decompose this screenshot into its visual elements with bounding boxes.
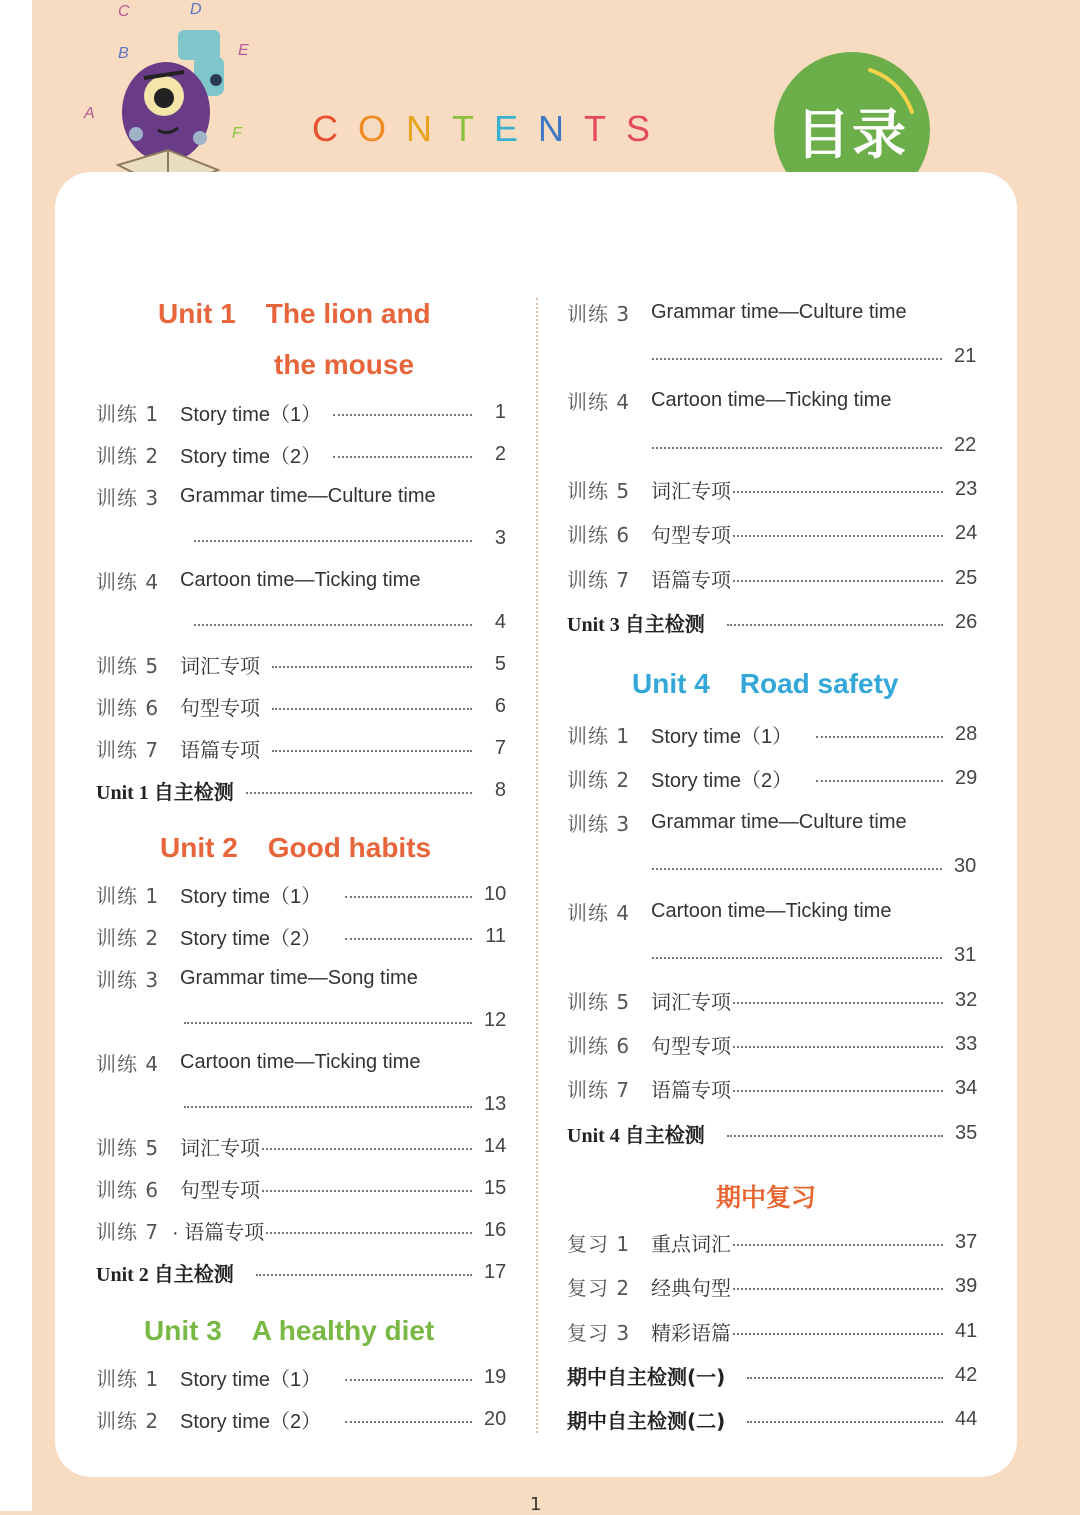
- toc-row[interactable]: [567, 895, 977, 927]
- toc-item-title: 词汇专项: [180, 655, 260, 678]
- toc-item-title: 重点词汇: [651, 1233, 731, 1256]
- toc-row[interactable]: [567, 762, 977, 794]
- toc-item-title: Grammar time—Culture time: [651, 810, 907, 833]
- toc-row-leader: [184, 1088, 506, 1120]
- contents-letter: N: [538, 108, 585, 149]
- toc-item-number: 训练 6: [567, 1033, 631, 1058]
- dot-leader: [733, 580, 943, 582]
- toc-row[interactable]: [96, 1361, 506, 1393]
- toc-page-number: 37: [955, 1230, 978, 1253]
- dot-leader: [652, 447, 942, 449]
- toc-item-title: Cartoon time—Ticking time: [651, 899, 892, 922]
- dot-leader: [816, 780, 943, 782]
- toc-item-number: 训练 5: [96, 1135, 160, 1160]
- toc-item-title: Story time（1）: [180, 1368, 322, 1391]
- dot-leader: [733, 1002, 943, 1004]
- dot-leader: [333, 456, 472, 458]
- toc-page-number: 25: [955, 566, 978, 589]
- toc-row[interactable]: [567, 384, 977, 416]
- toc-item-number: 复习 2: [567, 1275, 631, 1300]
- toc-row-unit-test[interactable]: [96, 774, 506, 806]
- toc-item-title: 精彩语篇: [651, 1322, 731, 1345]
- toc-item-title: Grammar time—Song time: [180, 966, 418, 989]
- toc-item-number: 训练 5: [567, 989, 631, 1014]
- contents-letter: T: [452, 108, 495, 149]
- svg-text:A: A: [84, 105, 95, 122]
- toc-row-midterm-test[interactable]: [567, 1359, 977, 1391]
- toc-row-unit-test[interactable]: [567, 1117, 977, 1149]
- contents-letter: E: [494, 108, 539, 149]
- toc-item-number: 训练 3: [96, 485, 160, 510]
- unit3-label: Unit 3: [144, 1315, 222, 1346]
- toc-item-number: 训练 7: [567, 567, 631, 592]
- toc-page-number: 20: [484, 1407, 507, 1430]
- dot-leader: [816, 736, 943, 738]
- toc-item-number: 训练 5: [96, 653, 160, 678]
- dot-leader: [345, 1379, 472, 1381]
- toc-item-number: 训练 3: [96, 967, 160, 992]
- toc-item-title: Story time（1）: [651, 725, 793, 748]
- toc-item-title: · 语篇专项: [172, 1221, 265, 1244]
- toc-row-leader: [652, 340, 976, 372]
- svg-text:F: F: [232, 125, 242, 142]
- toc-item-title: Story time（1）: [180, 403, 322, 426]
- toc-page-number: 44: [955, 1407, 978, 1430]
- toc-page-number: 14: [484, 1134, 507, 1157]
- dot-leader: [733, 1090, 943, 1092]
- unit1-heading-line2: [274, 349, 414, 381]
- dot-leader: [727, 624, 943, 626]
- toc-page-number: 32: [955, 988, 978, 1011]
- toc-item-title: 句型专项: [180, 1179, 260, 1202]
- toc-row[interactable]: [96, 962, 506, 994]
- toc-item-title: 语篇专项: [651, 1079, 731, 1102]
- svg-text:E: E: [238, 42, 249, 59]
- toc-item-number: 训练 1: [96, 401, 160, 426]
- toc-item-number: 训练 5: [567, 478, 631, 503]
- toc-row[interactable]: [96, 920, 506, 952]
- toc-page-number: 34: [955, 1076, 978, 1099]
- unit2-title: Good habits: [267, 832, 432, 863]
- toc-page-number: 28: [955, 722, 978, 745]
- toc-item-title: Cartoon time—Ticking time: [651, 388, 892, 411]
- unit2-label: Unit 2: [160, 832, 238, 863]
- toc-row[interactable]: [96, 1214, 506, 1246]
- toc-row[interactable]: [96, 690, 506, 722]
- dot-leader: [194, 540, 472, 542]
- toc-item-number: 训练 1: [96, 1366, 160, 1391]
- unit1-title-line1: The lion and: [265, 298, 431, 329]
- dot-leader: [262, 1148, 472, 1150]
- toc-item-number: 训练 2: [96, 443, 160, 468]
- toc-row[interactable]: [96, 878, 506, 910]
- toc-page-number: 8: [494, 778, 506, 801]
- column-divider: [536, 298, 538, 1433]
- toc-row[interactable]: [96, 732, 506, 764]
- page-number: 1: [530, 1494, 542, 1515]
- toc-item-title: Grammar time—Culture time: [651, 300, 907, 323]
- dot-leader: [733, 491, 943, 493]
- toc-row[interactable]: [567, 1315, 977, 1347]
- toc-page-number: 12: [484, 1008, 507, 1031]
- dot-leader: [272, 750, 472, 752]
- toc-item-title: 句型专项: [651, 1035, 731, 1058]
- toc-item-number: 复习 3: [567, 1320, 631, 1345]
- toc-item-number: 训练 4: [96, 1051, 160, 1076]
- toc-row[interactable]: [96, 1172, 506, 1204]
- toc-page-number: 39: [955, 1274, 978, 1297]
- dot-leader: [652, 358, 942, 360]
- contents-letter: S: [626, 108, 671, 149]
- toc-item-number: 训练 4: [567, 389, 631, 414]
- toc-row[interactable]: [96, 396, 506, 428]
- toc-item-title: 句型专项: [651, 524, 731, 547]
- dot-leader: [266, 1232, 472, 1234]
- toc-item-title: Unit 1 自主检测: [96, 781, 234, 804]
- toc-page-number: 16: [484, 1218, 507, 1241]
- toc-item-title: Story time（2）: [651, 769, 793, 792]
- toc-page-number: 30: [954, 854, 977, 877]
- unit4-title: Road safety: [739, 668, 899, 699]
- badge-label: 目录: [796, 102, 908, 166]
- toc-item-number: 训练 7: [567, 1077, 631, 1102]
- dot-leader: [262, 1190, 472, 1192]
- toc-item-number: 训练 7: [96, 1219, 160, 1244]
- toc-row[interactable]: [567, 984, 977, 1016]
- unit4-heading: [632, 668, 899, 700]
- toc-item-title: 词汇专项: [651, 480, 731, 503]
- toc-row-unit-test[interactable]: [567, 606, 977, 638]
- toc-item-title: Grammar time—Culture time: [180, 484, 436, 507]
- toc-page-number: 10: [484, 882, 507, 905]
- svg-text:C: C: [118, 3, 130, 20]
- toc-row-leader: [194, 606, 506, 638]
- dot-leader: [345, 938, 472, 940]
- toc-item-title: 词汇专项: [651, 991, 731, 1014]
- toc-page-number: 26: [955, 610, 978, 633]
- toc-row[interactable]: [567, 562, 977, 594]
- contents-title: [312, 108, 670, 150]
- toc-item-number: 训练 6: [96, 695, 160, 720]
- toc-page-number: 19: [484, 1365, 507, 1388]
- toc-item-title: Unit 3 自主检测: [567, 613, 705, 636]
- dot-leader: [272, 666, 472, 668]
- left-margin-strip: [0, 0, 32, 1511]
- toc-page-number: 1: [494, 400, 506, 423]
- unit1-label: Unit 1: [158, 298, 236, 329]
- toc-page-number: 24: [955, 521, 978, 544]
- dot-leader: [345, 1421, 472, 1423]
- toc-page-number: 22: [954, 433, 977, 456]
- toc-item-title: Cartoon time—Ticking time: [180, 568, 421, 591]
- toc-item-number: 训练 1: [567, 723, 631, 748]
- dot-leader: [652, 957, 942, 959]
- toc-page-number: 17: [484, 1260, 507, 1283]
- toc-row[interactable]: [96, 1046, 506, 1078]
- toc-row-midterm-test[interactable]: [567, 1403, 977, 1435]
- toc-item-number: 训练 2: [96, 1408, 160, 1433]
- toc-row[interactable]: [567, 806, 977, 838]
- unit1-title-line2: the mouse: [274, 349, 415, 380]
- toc-item-number: 训练 3: [567, 811, 631, 836]
- unit3-heading: [144, 1315, 434, 1347]
- toc-row[interactable]: [567, 296, 977, 328]
- contents-letter: C: [312, 108, 358, 149]
- toc-item-title: Story time（2）: [180, 927, 322, 950]
- toc-row-leader: [652, 429, 976, 461]
- toc-item-title: 期中自主检测(二): [567, 1408, 726, 1433]
- toc-row-unit-test[interactable]: [96, 1256, 506, 1288]
- toc-item-title: 期中自主检测(一): [567, 1364, 726, 1389]
- toc-item-title: 语篇专项: [180, 739, 260, 762]
- svg-text:D: D: [190, 1, 202, 18]
- toc-row[interactable]: [567, 473, 977, 505]
- toc-item-number: 训练 3: [567, 301, 631, 326]
- toc-item-title: 经典句型: [651, 1277, 731, 1300]
- dot-leader: [747, 1377, 943, 1379]
- contents-letter: O: [358, 108, 407, 149]
- toc-row[interactable]: [96, 564, 506, 596]
- dot-leader: [733, 1046, 943, 1048]
- toc-row[interactable]: [567, 718, 977, 750]
- toc-row[interactable]: [96, 480, 506, 512]
- toc-item-title: 语篇专项: [651, 569, 731, 592]
- toc-row[interactable]: [96, 1130, 506, 1162]
- toc-item-number: 训练 4: [567, 900, 631, 925]
- dot-leader: [733, 1288, 943, 1290]
- toc-item-number: 复习 1: [567, 1231, 631, 1256]
- toc-row-leader: [194, 522, 506, 554]
- dot-leader: [246, 792, 472, 794]
- toc-page-number: 13: [484, 1092, 507, 1115]
- toc-item-title: Story time（1）: [180, 885, 322, 908]
- dot-leader: [333, 414, 472, 416]
- toc-row[interactable]: [567, 1028, 977, 1060]
- toc-page-number: 33: [955, 1032, 978, 1055]
- toc-page-number: 42: [955, 1363, 978, 1386]
- toc-page-number: 15: [484, 1176, 507, 1199]
- toc-page-number: 31: [954, 943, 977, 966]
- dot-leader: [747, 1421, 943, 1423]
- dot-leader: [733, 1244, 943, 1246]
- unit1-heading: [158, 298, 431, 330]
- toc-row[interactable]: [567, 1270, 977, 1302]
- toc-item-title: 词汇专项: [180, 1137, 260, 1160]
- toc-page-number: 2: [494, 442, 506, 465]
- toc-page-number: 41: [955, 1319, 978, 1342]
- toc-page-number: 3: [494, 526, 506, 549]
- toc-item-number: 训练 2: [567, 767, 631, 792]
- toc-item-number: 训练 1: [96, 883, 160, 908]
- dot-leader: [194, 624, 472, 626]
- contents-letter: N: [406, 108, 453, 149]
- toc-item-title: 句型专项: [180, 697, 260, 720]
- toc-page-number: 11: [485, 924, 506, 947]
- toc-page-number: 4: [494, 610, 506, 633]
- toc-item-title: Unit 2 自主检测: [96, 1263, 234, 1286]
- toc-row-leader: [184, 1004, 506, 1036]
- toc-item-number: 训练 7: [96, 737, 160, 762]
- toc-row[interactable]: [96, 648, 506, 680]
- toc-item-title: Story time（2）: [180, 1410, 322, 1433]
- toc-page-number: 5: [494, 652, 506, 675]
- toc-item-number: 训练 6: [567, 522, 631, 547]
- unit4-label: Unit 4: [632, 668, 710, 699]
- toc-row[interactable]: [96, 438, 506, 470]
- toc-row[interactable]: [96, 1403, 506, 1435]
- toc-row[interactable]: [567, 1072, 977, 1104]
- unit3-title: A healthy diet: [251, 1315, 435, 1346]
- midterm-review-heading: 期中复习: [716, 1183, 817, 1212]
- toc-page-number: 7: [494, 736, 506, 759]
- toc-item-title: Unit 4 自主检测: [567, 1124, 705, 1147]
- toc-page-number: 29: [955, 766, 978, 789]
- toc-row[interactable]: [567, 1226, 977, 1258]
- dot-leader: [256, 1274, 472, 1276]
- svg-text:B: B: [118, 45, 129, 62]
- dot-leader: [184, 1106, 472, 1108]
- toc-row[interactable]: [567, 517, 977, 549]
- dot-leader: [652, 868, 942, 870]
- toc-item-number: 训练 4: [96, 569, 160, 594]
- dot-leader: [184, 1022, 472, 1024]
- toc-row-leader: [652, 850, 976, 882]
- toc-page-number: 6: [494, 694, 506, 717]
- toc-item-title: Cartoon time—Ticking time: [180, 1050, 421, 1073]
- dot-leader: [733, 1333, 943, 1335]
- toc-page-number: 35: [955, 1121, 978, 1144]
- dot-leader: [727, 1135, 943, 1137]
- dot-leader: [272, 708, 472, 710]
- toc-item-number: 训练 2: [96, 925, 160, 950]
- toc-item-title: Story time（2）: [180, 445, 322, 468]
- toc-row-leader: [652, 939, 976, 971]
- toc-page-number: 23: [955, 477, 978, 500]
- dot-leader: [345, 896, 472, 898]
- dot-leader: [733, 535, 943, 537]
- contents-letter: T: [584, 108, 627, 149]
- unit2-heading: [160, 832, 431, 864]
- toc-page-number: 21: [954, 344, 977, 367]
- toc-item-number: 训练 6: [96, 1177, 160, 1202]
